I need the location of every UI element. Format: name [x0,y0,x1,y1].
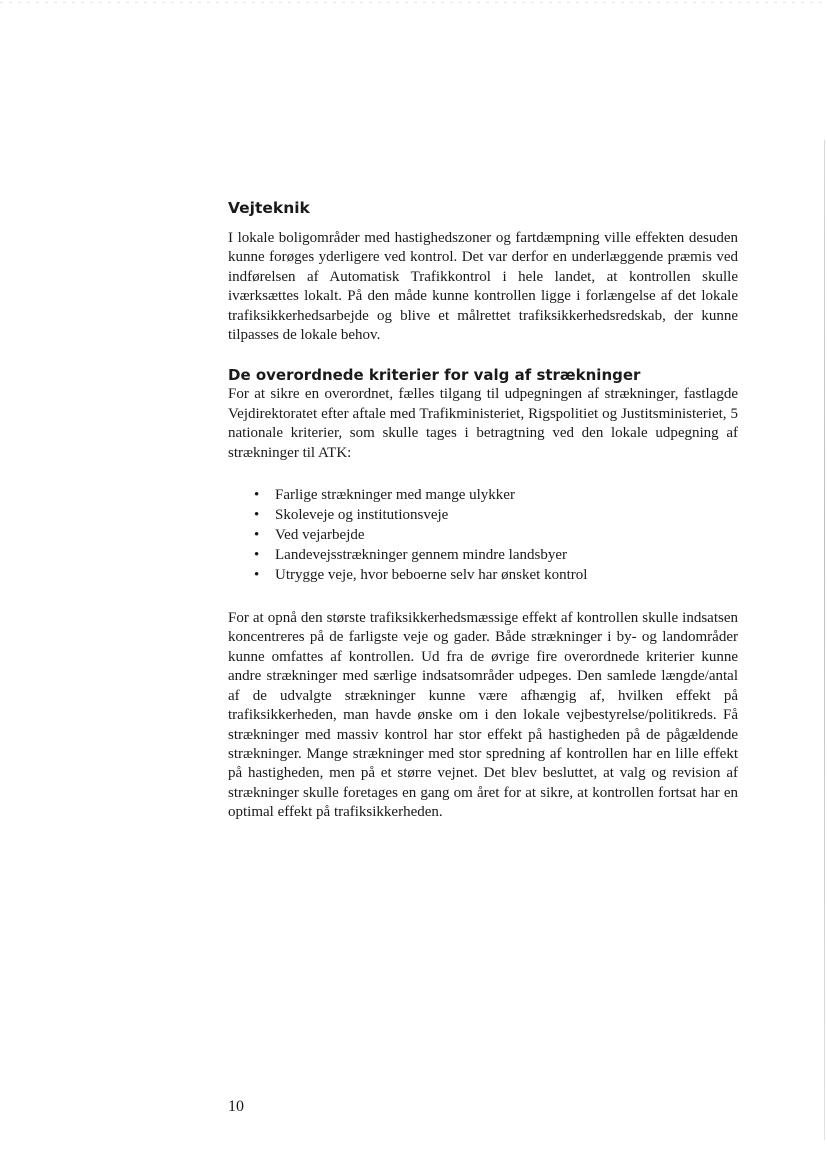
bullet-icon: • [254,547,260,564]
paragraph-vejteknik: I lokale boligområder med hastighedszoner og fartdæmpning ville effekten desuden kunne forøges yderligere ved kontrol. Det var derfor en underlæggende præmis ved indførelsen af Automatisk Trafikkontrol i hele landet, at kontrollen skulle iværksættes lokalt. På den måde kunne kontrollen ligge i forlængelse af det lokale trafiksikkerhedsarbejde og blive et målrettet trafiksikkerhedsredskab, der kunne tilpasses de lokale behov. [228,230,738,344]
list-item [228,545,738,565]
bullet-icon: • [254,507,260,524]
scan-artifact-top [0,2,827,3]
list-item-text: Utrygge veje, hvor beboerne selv har ønsket kontrol [275,567,588,584]
list-item-text: Farlige strækninger med mange ulykker [275,487,515,504]
criteria-list [228,485,738,585]
bullet-icon: • [254,527,260,544]
list-item [228,525,738,545]
page-content [228,197,738,823]
page-number: 10 [228,1098,244,1115]
list-item [228,565,738,585]
list-item-text: Ved vejarbejde [275,527,365,544]
list-item-text: Skoleveje og institutionsveje [275,507,449,524]
list-item-text: Landevejsstrækninger gennem mindre landsbyer [275,547,568,564]
list-item [228,505,738,525]
section-heading-vejteknik: Vejteknik [228,199,310,217]
bullet-icon: • [254,567,260,584]
section-heading-kriterier: De overordnede kriterier for valg af strækninger [228,366,641,385]
scan-artifact-edge [824,140,825,1140]
bullet-icon: • [254,487,260,504]
paragraph-kriterier-closing: For at opnå den største trafiksikkerhedsmæssige effekt af kontrollen skulle indsatsen koncentreres på de farligste veje og gader. Både strækninger i by- og landområder kunne omfattes af kontrollen. Ud fra de øvrige fire overordnede kriterier kunne andre strækninger med særlige indsatsområder udpeges. Den samlede længde/antal af de udvalgte strækninger kunne være afhængig af, hvilken effekt på trafiksikkerheden, man havde ønske om i den lokale vejbestyrelse/politikreds. Få strækninger med massiv kontrol har stor effekt på hastigheden på de pågældende strækninger. Mange strækninger med stor spredning af kontrollen har en lille effekt på hastigheden, men på et større vejnet. Det blev besluttet, at valg og revision af strækninger skulle foretages en gang om året for at sikre, at kontrollen fortsat har en optimal effekt på trafiksikkerheden. [228,610,738,821]
paragraph-kriterier-intro: For at sikre en overordnet, fælles tilgang til udpegningen af strækninger, fastlagde Vejdirektoratet efter aftale med Trafikministeriet, Rigspolitiet og Justitsministeriet, 5 nationale kriterier, som skulle tages i betragtning ved den lokale udpegning af strækninger til ATK: [228,386,738,461]
list-item [228,485,738,505]
